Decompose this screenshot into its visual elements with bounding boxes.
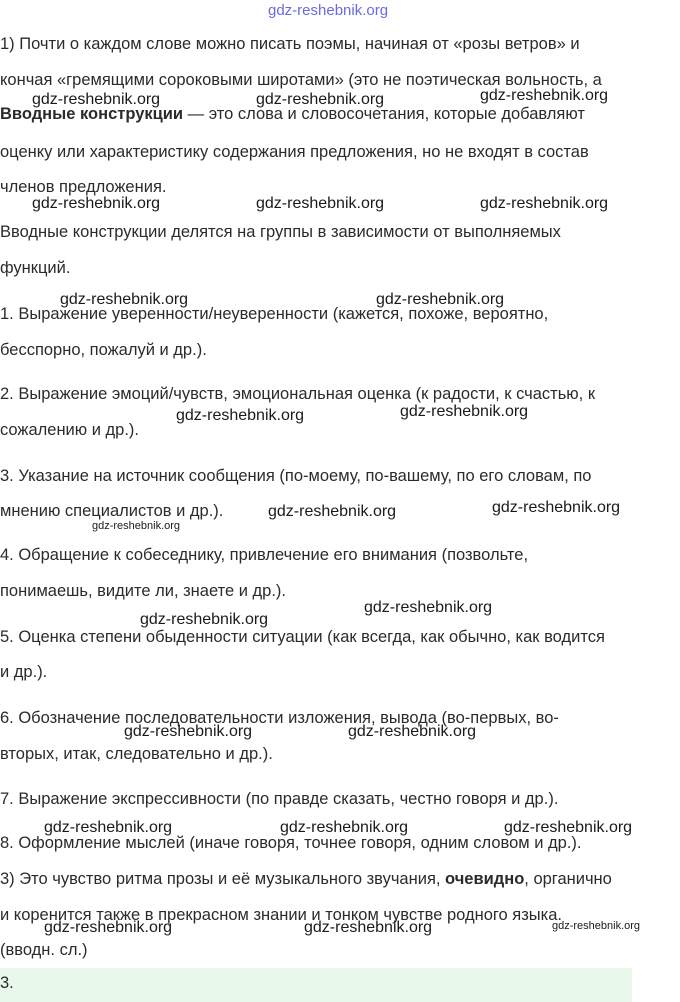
answer-box-label: 3. — [0, 974, 14, 992]
list-item-5-line-2: и др.). — [0, 663, 48, 681]
definition-text: — это слова и словосочетания, которые добавляют — [183, 105, 585, 123]
list-item-7-line-1: 7. Выражение экспрессивности (по правде сказать, честно говоря и др.). — [0, 790, 559, 808]
groups-intro-line-2: функций. — [0, 259, 71, 277]
watermark: gdz-reshebnik.org — [268, 503, 397, 520]
watermark: gdz-reshebnik.org — [376, 291, 505, 308]
watermark: gdz-reshebnik.org — [552, 920, 641, 932]
watermark: gdz-reshebnik.org — [124, 723, 253, 740]
paragraph-3-bold-word: очевидно — [445, 870, 525, 888]
paragraph-3-text-start: 3) Это чувство ритма прозы и её музыкального звучания, — [0, 870, 446, 888]
watermark: gdz-reshebnik.org — [492, 499, 621, 516]
watermark: gdz-reshebnik.org — [44, 919, 173, 936]
list-item-5-line-1: 5. Оценка степени обыденности ситуации (как всегда, как обычно, как водится — [0, 628, 605, 646]
list-item-4-line-2: понимаешь, видите ли, знаете и др.). — [0, 582, 286, 600]
list-item-4-line-1: 4. Обращение к собеседнику, привлечение его внимания (позвольте, — [0, 546, 529, 564]
watermark: gdz-reshebnik.org — [280, 819, 409, 836]
watermark: gdz-reshebnik.org — [480, 87, 609, 104]
paragraph-3-text-end: , органично — [524, 870, 612, 888]
paragraph-3-line-2: и коренится также в прекрасном знании и тонком чувстве родного языка. — [0, 906, 562, 924]
watermark: gdz-reshebnik.org — [348, 723, 477, 740]
list-item-1-line-2: бесспорно, пожалуй и др.). — [0, 341, 207, 359]
list-item-8-line-1: 8. Оформление мыслей (иначе говоря, точнее говоря, одним словом и др.). — [0, 834, 582, 852]
watermark: gdz-reshebnik.org — [480, 195, 609, 212]
paragraph-1-line-2: кончая «гремящими сороковыми широтами» (это не поэтическая вольность, а — [0, 71, 602, 89]
list-item-6-line-1: 6. Обозначение последовательности изложения, вывода (во-первых, во- — [0, 709, 559, 727]
groups-intro-line-1: Вводные конструкции делятся на группы в зависимости от выполняемых — [0, 223, 561, 241]
watermark: gdz-reshebnik.org — [504, 819, 633, 836]
watermark: gdz-reshebnik.org — [364, 599, 493, 616]
watermark: gdz-reshebnik.org — [32, 91, 161, 108]
list-item-3-line-2: мнению специалистов и др.). — [0, 502, 224, 520]
list-item-2-line-2: сожалению и др.). — [0, 421, 140, 439]
watermark: gdz-reshebnik.org — [176, 407, 305, 424]
list-item-3-line-1: 3. Указание на источник сообщения (по-моему, по-вашему, по его словам, по — [0, 467, 592, 485]
list-item-6-line-2: вторых, итак, следовательно и др.). — [0, 745, 273, 763]
watermark: gdz-reshebnik.org — [92, 520, 181, 532]
list-item-1-line-1: 1. Выражение уверенности/неуверенности (кажется, похоже, вероятно, — [0, 305, 549, 323]
definition-term: Вводные конструкции — [0, 105, 184, 123]
answer-box — [0, 968, 632, 1002]
definition-line-3: членов предложения. — [0, 178, 167, 196]
paragraph-3-line-3: (вводн. сл.) — [0, 941, 88, 959]
watermark: gdz-reshebnik.org — [256, 195, 385, 212]
watermark: gdz-reshebnik.org — [60, 291, 189, 308]
watermark: gdz-reshebnik.org — [256, 91, 385, 108]
watermark: gdz-reshebnik.org — [400, 403, 529, 420]
watermark: gdz-reshebnik.org — [32, 195, 161, 212]
paragraph-1-line-1: 1) Почти о каждом слове можно писать поэмы, начиная от «розы ветров» и — [0, 35, 580, 53]
watermark: gdz-reshebnik.org — [268, 2, 389, 19]
definition-line-2: оценку или характеристику содержания предложения, но не входят в состав — [0, 143, 589, 161]
watermark: gdz-reshebnik.org — [44, 819, 173, 836]
watermark: gdz-reshebnik.org — [140, 611, 269, 628]
watermark: gdz-reshebnik.org — [304, 919, 433, 936]
paragraph-3-line-1 — [0, 869, 612, 889]
list-item-2-line-1: 2. Выражение эмоций/чувств, эмоциональная оценка (к радости, к счастью, к — [0, 385, 596, 403]
